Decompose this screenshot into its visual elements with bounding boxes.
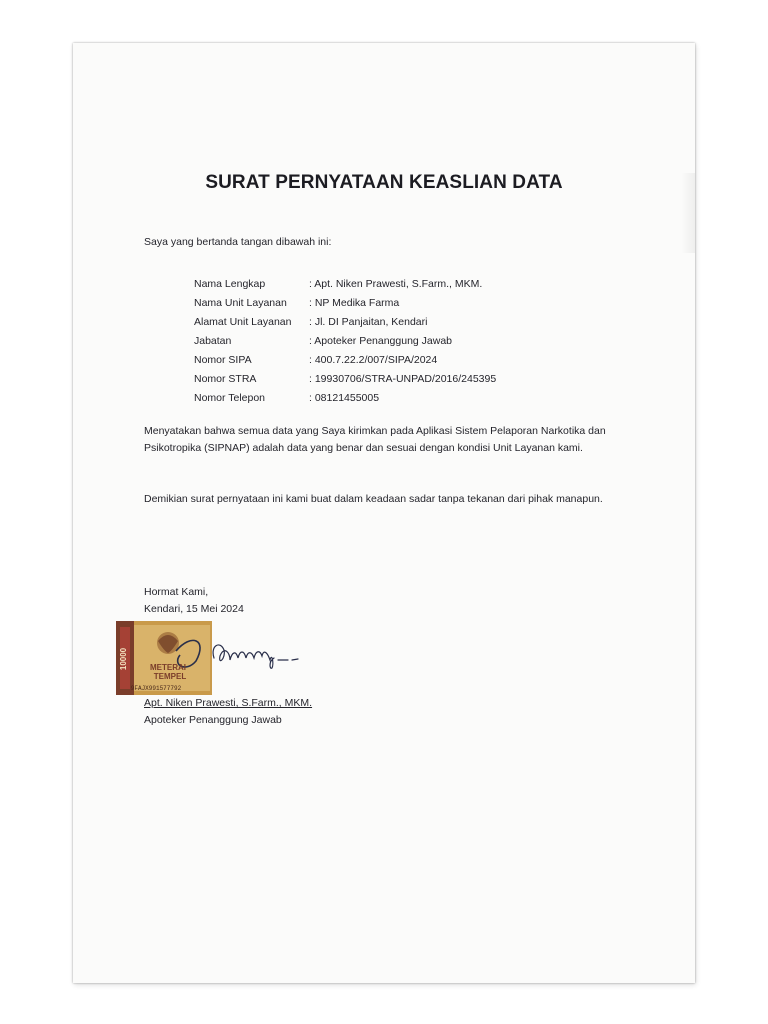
- field-alamat-unit-layanan: [194, 313, 427, 332]
- field-nomor-stra: [194, 370, 496, 389]
- field-label: Alamat Unit Layanan: [194, 316, 292, 328]
- field-nomor-sipa: [194, 351, 437, 370]
- field-label: Nomor SIPA: [194, 354, 252, 366]
- field-value: : 400.7.22.2/007/SIPA/2024: [309, 354, 438, 366]
- field-value: : 08121455005: [309, 392, 380, 404]
- field-label: Nama Unit Layanan: [194, 297, 287, 309]
- field-label: Nomor Telepon: [194, 392, 266, 404]
- closing-greeting: Hormat Kami,: [144, 586, 209, 598]
- statement-paragraph: Menyatakan bahwa semua data yang Saya kirimkan pada Aplikasi Sistem Pelaporan Narkotika dan Psikotropika (SIPNAP) adalah data yang benar dan sesuai dengan kondisi Unit Layanan kami.: [144, 425, 606, 454]
- field-value: : Apoteker Penanggung Jawab: [309, 335, 453, 347]
- stamp-serial: 9FAJX991577792: [130, 685, 182, 692]
- field-jabatan: [194, 332, 452, 351]
- field-nama-unit-layanan: [194, 294, 399, 313]
- signer-position: Apoteker Penanggung Jawab: [144, 714, 282, 726]
- field-value: : NP Medika Farma: [309, 297, 400, 309]
- stamp-text-bottom: TEMPEL: [153, 672, 187, 681]
- stamp-text-top: METERAI: [150, 663, 186, 672]
- closing-place-date: Kendari, 15 Mei 2024: [144, 603, 244, 615]
- field-value: : 19930706/STRA-UNPAD/2016/245395: [309, 373, 497, 385]
- field-nama-lengkap: [194, 275, 482, 294]
- field-value: : Jl. DI Panjaitan, Kendari: [309, 316, 428, 328]
- meterai-stamp-icon: [116, 621, 212, 695]
- signer-block: [144, 695, 444, 729]
- field-label: Jabatan: [194, 335, 232, 347]
- signature-icon: [208, 636, 308, 672]
- document-page: [73, 43, 695, 983]
- field-nomor-telepon: [194, 389, 379, 408]
- field-label: Nama Lengkap: [194, 278, 266, 290]
- stamp-value: 10000: [119, 647, 128, 671]
- closing-block: [144, 584, 444, 618]
- document-title: SURAT PERNYATAAN KEASLIAN DATA: [205, 172, 563, 193]
- signer-name: Apt. Niken Prawesti, S.Farm., MKM.: [144, 697, 313, 709]
- intro-text: Saya yang bertanda tangan dibawah ini:: [144, 236, 332, 248]
- closing-paragraph: Demikian surat pernyataan ini kami buat dalam keadaan sadar tanpa tekanan dari pihak manapun.: [144, 493, 603, 505]
- field-label: Nomor STRA: [194, 373, 257, 385]
- field-value: : Apt. Niken Prawesti, S.Farm., MKM.: [309, 278, 483, 290]
